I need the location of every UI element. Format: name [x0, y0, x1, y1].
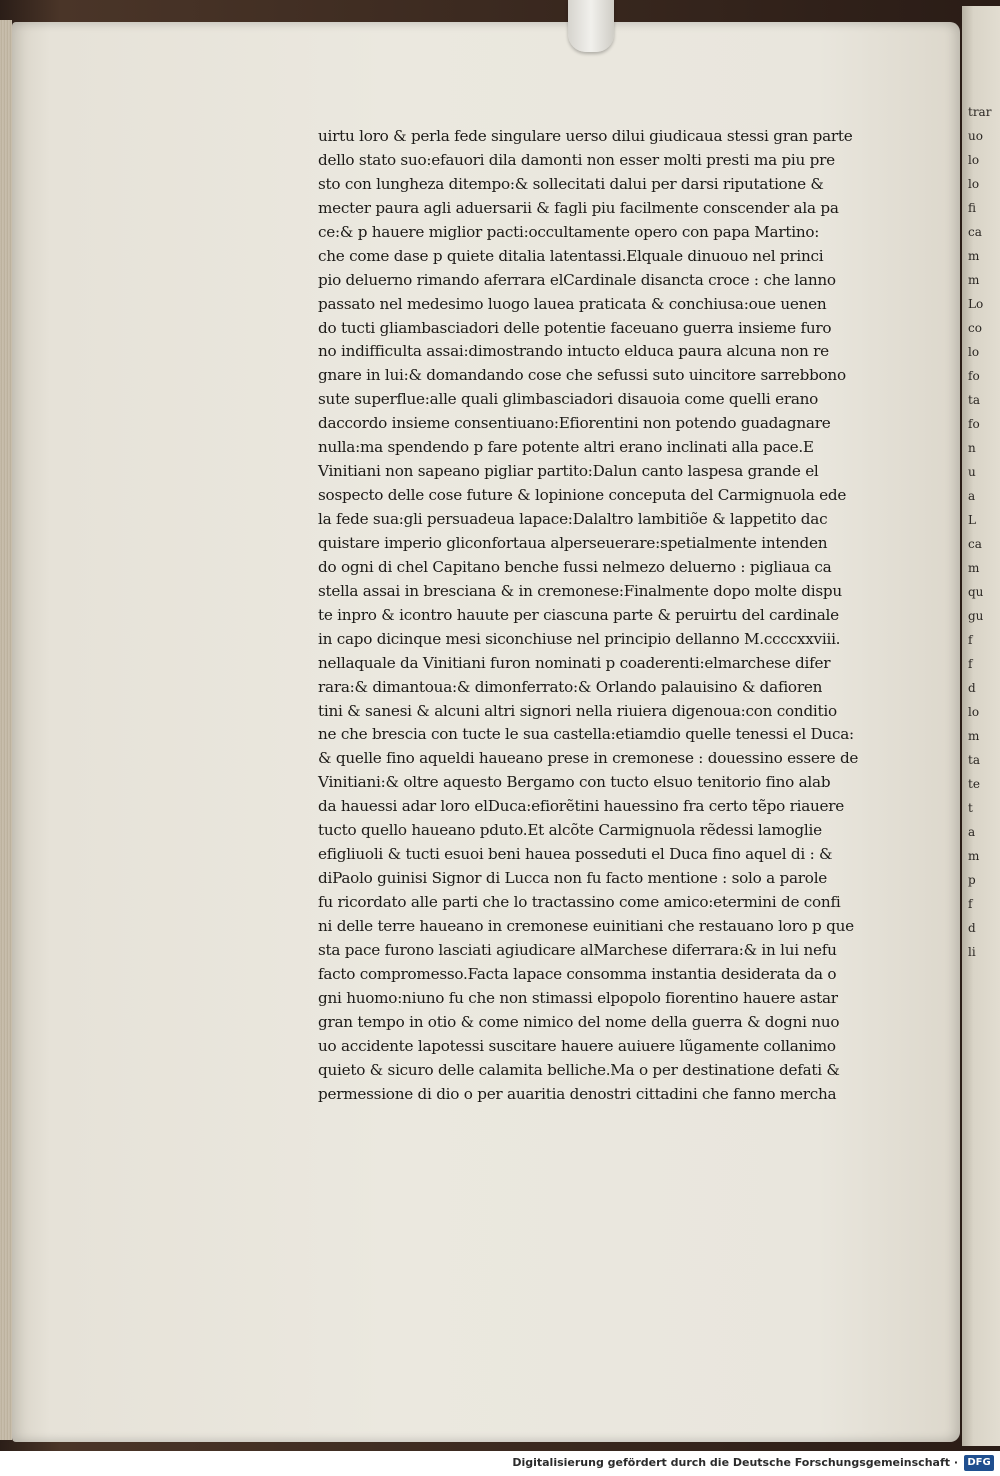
adjacent-text-fragment: li: [968, 945, 976, 959]
text-line: diPaolo guinisi Signor di Lucca non fu facto mentione : solo a parole: [318, 869, 828, 888]
adjacent-text-fragment: lo: [968, 345, 980, 359]
text-line: sospecto delle cose future & lopinione conceputa del Carmignuola ede: [318, 486, 847, 505]
adjacent-text-fragment: lo: [968, 705, 980, 719]
text-line: quistare imperio gliconfortaua alperseuerare:spetialmente intenden: [318, 533, 828, 552]
adjacent-text-fragment: ca: [968, 225, 982, 239]
adjacent-text-fragment: trar: [968, 105, 992, 119]
text-line: & quelle fino aqueldi haueano prese in cremonese : douessino essere de: [318, 749, 859, 768]
footer-bar: [0, 1451, 1000, 1476]
text-line: pio deluerno rimando aferrara elCardinale disancta croce : che lanno: [318, 270, 836, 289]
adjacent-text-fragment: fo: [968, 369, 980, 383]
adjacent-text-fragment: ta: [968, 393, 980, 407]
text-line: uo accidente lapotessi suscitare hauere auiuere lũgamente collanimo: [318, 1036, 836, 1055]
adjacent-text-fragment: u: [968, 465, 976, 479]
text-line: do tucti gliambasciadori delle potentie faceuano guerra insieme furo: [318, 318, 832, 337]
adjacent-text-fragment: gu: [968, 609, 984, 623]
text-line: in capo dicinque mesi siconchiuse nel principio dellanno M.ccccxxviii.: [318, 629, 841, 648]
adjacent-text-fragment: d: [968, 681, 976, 695]
adjacent-text-fragment: f: [968, 897, 973, 911]
adjacent-text-fragment: lo: [968, 177, 980, 191]
text-line: fu ricordato alle parti che lo tractassino come amico:etermini de confi: [318, 893, 841, 911]
adjacent-text-fragment: n: [968, 441, 976, 455]
text-line: no indifficulta assai:dimostrando intucto elduca paura alcuna non re: [318, 342, 829, 361]
text-line: ni delle terre haueano in cremonese euinitiani che restauano loro p que: [318, 916, 854, 935]
adjacent-text-fragment: L: [968, 513, 976, 527]
text-line: nulla:ma spendendo p fare potente altri erano inclinati alla pace.E: [318, 438, 814, 457]
adjacent-text-fragment: f: [968, 633, 973, 647]
text-line: la fede sua:gli persuadeua lapace:Dalaltro lambitiõe & lappetito dac: [318, 510, 828, 528]
adjacent-text-fragment: fi: [968, 201, 977, 215]
text-line: daccordo insieme consentiuano:Efiorentini non potendo guadagnare: [318, 414, 831, 433]
text-line: che come dase p quiete ditalia latentassi.Elquale dinuouo nel princi: [318, 246, 824, 265]
adjacent-text-fragment: m: [968, 249, 980, 263]
text-line: permessione di dio o per auaritia denostri cittadini che fanno mercha: [318, 1084, 837, 1103]
adjacent-text-fragment: m: [968, 729, 980, 743]
adjacent-text-fragment: d: [968, 921, 976, 935]
adjacent-text-fragment: m: [968, 561, 980, 575]
text-line: Vinitiani non sapeano pigliar partito:Dalun canto laspesa grande el: [318, 462, 819, 481]
adjacent-text-fragment: co: [968, 321, 982, 335]
dfg-logo: DFG: [964, 1455, 994, 1471]
bookmark-clip: [568, 0, 614, 52]
text-line: quieto & sicuro delle calamita belliche.Ma o per destinatione defati &: [318, 1060, 840, 1079]
text-line: gnare in lui:& domandando cose che sefussi suto uincitore sarrebbono: [318, 366, 846, 385]
adjacent-text-fragment: qu: [968, 585, 984, 599]
text-line: mecter paura agli aduersarii & fagli piu facilmente conscender ala pa: [318, 198, 839, 217]
adjacent-text-fragment: ca: [968, 537, 982, 551]
page-text-block: [318, 125, 918, 1106]
page-stack-edge: [0, 20, 12, 1440]
adjacent-text-fragment: lo: [968, 153, 980, 167]
adjacent-page-text: [968, 100, 1000, 1300]
adjacent-text-fragment: p: [968, 873, 976, 887]
text-line: uirtu loro & perla fede singulare uerso dilui giudicaua stessi gran parte: [318, 127, 853, 145]
text-line: stella assai in bresciana & in cremonese:Finalmente dopo molte dispu: [318, 581, 842, 600]
text-line: rara:& dimantoua:& dimonferrato:& Orlando palauisino & dafioren: [318, 677, 823, 696]
text-line: do ogni di chel Capitano benche fussi nelmezo deluerno : pigliaua ca: [318, 557, 832, 576]
adjacent-text-fragment: te: [968, 777, 980, 791]
text-line: passato nel medesimo luogo lauea praticata & conchiusa:oue uenen: [318, 294, 827, 313]
adjacent-text-fragment: f: [968, 657, 973, 671]
text-line: da hauessi adar loro elDuca:efiorẽtini hauessino fra certo tẽpo riauere: [318, 797, 845, 816]
adjacent-text-fragment: a: [968, 489, 976, 503]
text-line: nellaquale da Vinitiani furon nominati p coaderenti:elmarchese difer: [318, 653, 831, 672]
text-line: gni huomo:niuno fu che non stimassi elpopolo fiorentino hauere astar: [318, 988, 838, 1007]
text-line: sta pace furono lasciati agiudicare alMarchese diferrara:& in lui nefu: [318, 940, 837, 959]
text-line: sute superflue:alle quali glimbasciadori disauoia come quelli erano: [318, 390, 819, 409]
text-line: sto con lungheza ditempo:& sollecitati dalui per darsi riputatione &: [318, 174, 824, 193]
text-line: efigliuoli & tucti esuoi beni hauea posseduti el Duca fino aquel di : &: [318, 845, 833, 864]
text-line: gran tempo in otio & come nimico del nome della guerra & dogni nuo: [318, 1012, 840, 1031]
adjacent-text-fragment: a: [968, 825, 976, 839]
funding-credit: Digitalisierung gefördert durch die Deutsche Forschungsgemeinschaft ·: [512, 1456, 958, 1469]
adjacent-text-fragment: Lo: [968, 297, 984, 311]
text-line: tini & sanesi & alcuni altri signori nella riuiera digenoua:con conditio: [318, 701, 837, 720]
text-line: te inpro & icontro hauute per ciascuna parte & peruirtu del cardinale: [318, 605, 839, 624]
adjacent-text-fragment: ta: [968, 753, 980, 767]
text-line: dello stato suo:efauori dila damonti non esser molti presti ma piu pre: [318, 150, 835, 169]
adjacent-text-fragment: m: [968, 273, 980, 287]
adjacent-text-fragment: uo: [968, 129, 983, 143]
text-line: Vinitiani:& oltre aquesto Bergamo con tucto elsuo tenitorio fino alab: [318, 773, 831, 792]
text-line: facto compromesso.Facta lapace consomma instantia desiderata da o: [318, 964, 837, 983]
adjacent-text-fragment: t: [968, 801, 973, 815]
text-line: ne che brescia con tucte le sua castella:etiamdio quelle tenessi el Duca:: [318, 725, 854, 744]
text-line: ce:& p hauere miglior pacti:occultamente opero con papa Martino:: [318, 222, 820, 241]
adjacent-text-fragment: m: [968, 849, 980, 863]
text-line: tucto quello haueano pduto.Et alcõte Carmignuola rẽdessi lamoglie: [318, 821, 822, 840]
adjacent-text-fragment: fo: [968, 417, 980, 431]
